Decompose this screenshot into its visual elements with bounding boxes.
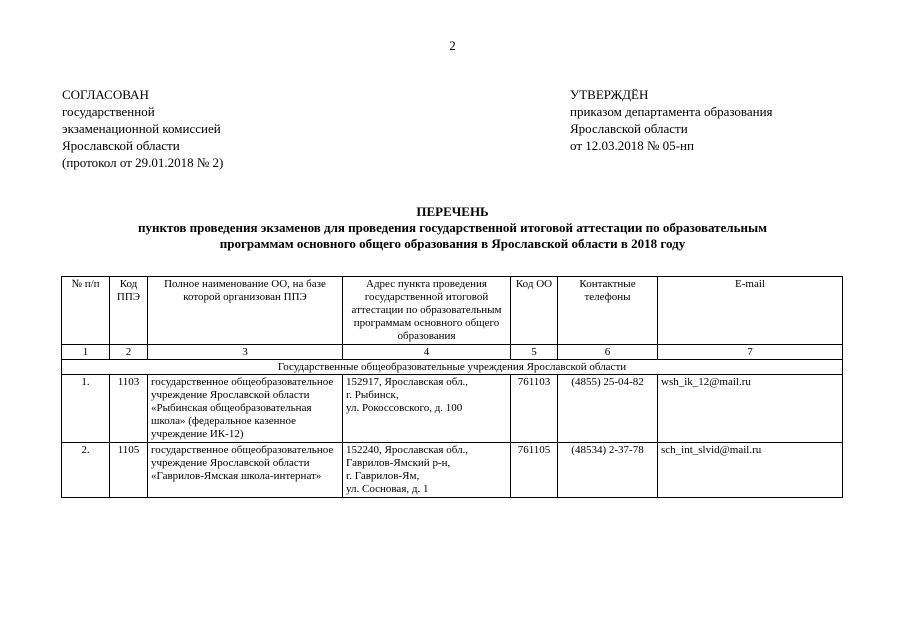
column-number: 5	[511, 345, 558, 360]
address-line: Гаврилов-Ямский р-н,	[346, 457, 451, 469]
column-number: 7	[658, 345, 843, 360]
row-num: 2.	[62, 443, 110, 498]
title-heading: ПЕРЕЧЕНЬ	[416, 204, 489, 219]
column-number: 3	[148, 345, 343, 360]
row-ppe-code: 1105	[110, 443, 148, 498]
column-number: 1	[62, 345, 110, 360]
approved-heading: УТВЕРЖДЁН	[570, 87, 649, 102]
row-ppe-code: 1103	[110, 375, 148, 443]
document-title	[40, 204, 865, 252]
header-oo-code: Код ОО	[511, 277, 558, 345]
row-email: wsh_ik_12@mail.ru	[658, 375, 843, 443]
column-number: 4	[343, 345, 511, 360]
title-line: программам основного общего образования в Ярославской области в 2018 году	[219, 236, 686, 251]
approved-order: от 12.03.2018 № 05-нп	[570, 138, 694, 153]
column-number: 6	[558, 345, 658, 360]
agreed-line: Ярославской области	[62, 138, 180, 153]
row-address	[343, 443, 511, 498]
table-row	[62, 443, 843, 498]
header-phones: Контактные телефоны	[558, 277, 658, 345]
address-line: 152240, Ярославская обл.,	[346, 444, 469, 456]
column-number: 2	[110, 345, 148, 360]
address-line: ул. Сосновая, д. 1	[346, 483, 429, 495]
approved-line: Ярославской области	[570, 121, 688, 136]
agreed-heading: СОГЛАСОВАН	[62, 87, 149, 102]
address-line: 152917, Ярославская обл.,	[346, 376, 469, 388]
exam-points-table	[61, 276, 843, 498]
agreed-line: экзаменационной комиссией	[62, 121, 221, 136]
row-org-name: государственное общеобразовательное учреждение Ярославской области «Рыбинская общеобразовательная школа» (федеральное казенное учреждение ИК-12)	[148, 375, 343, 443]
address-line: г. Рыбинск,	[346, 389, 399, 401]
row-num: 1.	[62, 375, 110, 443]
column-number-row	[62, 345, 843, 360]
table-header-row	[62, 277, 843, 345]
header-address: Адрес пункта проведения государственной итоговой аттестации по образовательным программам основного общего образования	[343, 277, 511, 345]
address-line: г. Гаврилов-Ям,	[346, 470, 420, 482]
row-email: sch_int_slvid@mail.ru	[658, 443, 843, 498]
section-title: Государственные общеобразовательные учреждения Ярославской области	[62, 360, 843, 375]
approved-line: приказом департамента образования	[570, 104, 773, 119]
header-num: № п/п	[62, 277, 110, 345]
approved-block	[570, 86, 773, 154]
row-phone: (48534) 2-37-78	[558, 443, 658, 498]
header-org-name: Полное наименование ОО, на базе которой организован ППЭ	[148, 277, 343, 345]
row-org-name: государственное общеобразовательное учреждение Ярославской области «Гаврилов-Ямская школа-интернат»	[148, 443, 343, 498]
agreed-protocol: (протокол от 29.01.2018 № 2)	[62, 155, 224, 170]
header-email: E-mail	[658, 277, 843, 345]
agreed-block	[62, 86, 223, 171]
title-line: пунктов проведения экзаменов для проведения государственной итоговой аттестации по образовательным	[138, 220, 767, 235]
row-oo-code: 761103	[511, 375, 558, 443]
section-row	[62, 360, 843, 375]
address-line: ул. Рокоссовского, д. 100	[346, 402, 463, 414]
page-number: 2	[449, 38, 456, 53]
table-row	[62, 375, 843, 443]
agreed-line: государственной	[62, 104, 155, 119]
row-oo-code: 761105	[511, 443, 558, 498]
header-ppe-code: Код ППЭ	[110, 277, 148, 345]
row-address	[343, 375, 511, 443]
row-phone: (4855) 25-04-82	[558, 375, 658, 443]
